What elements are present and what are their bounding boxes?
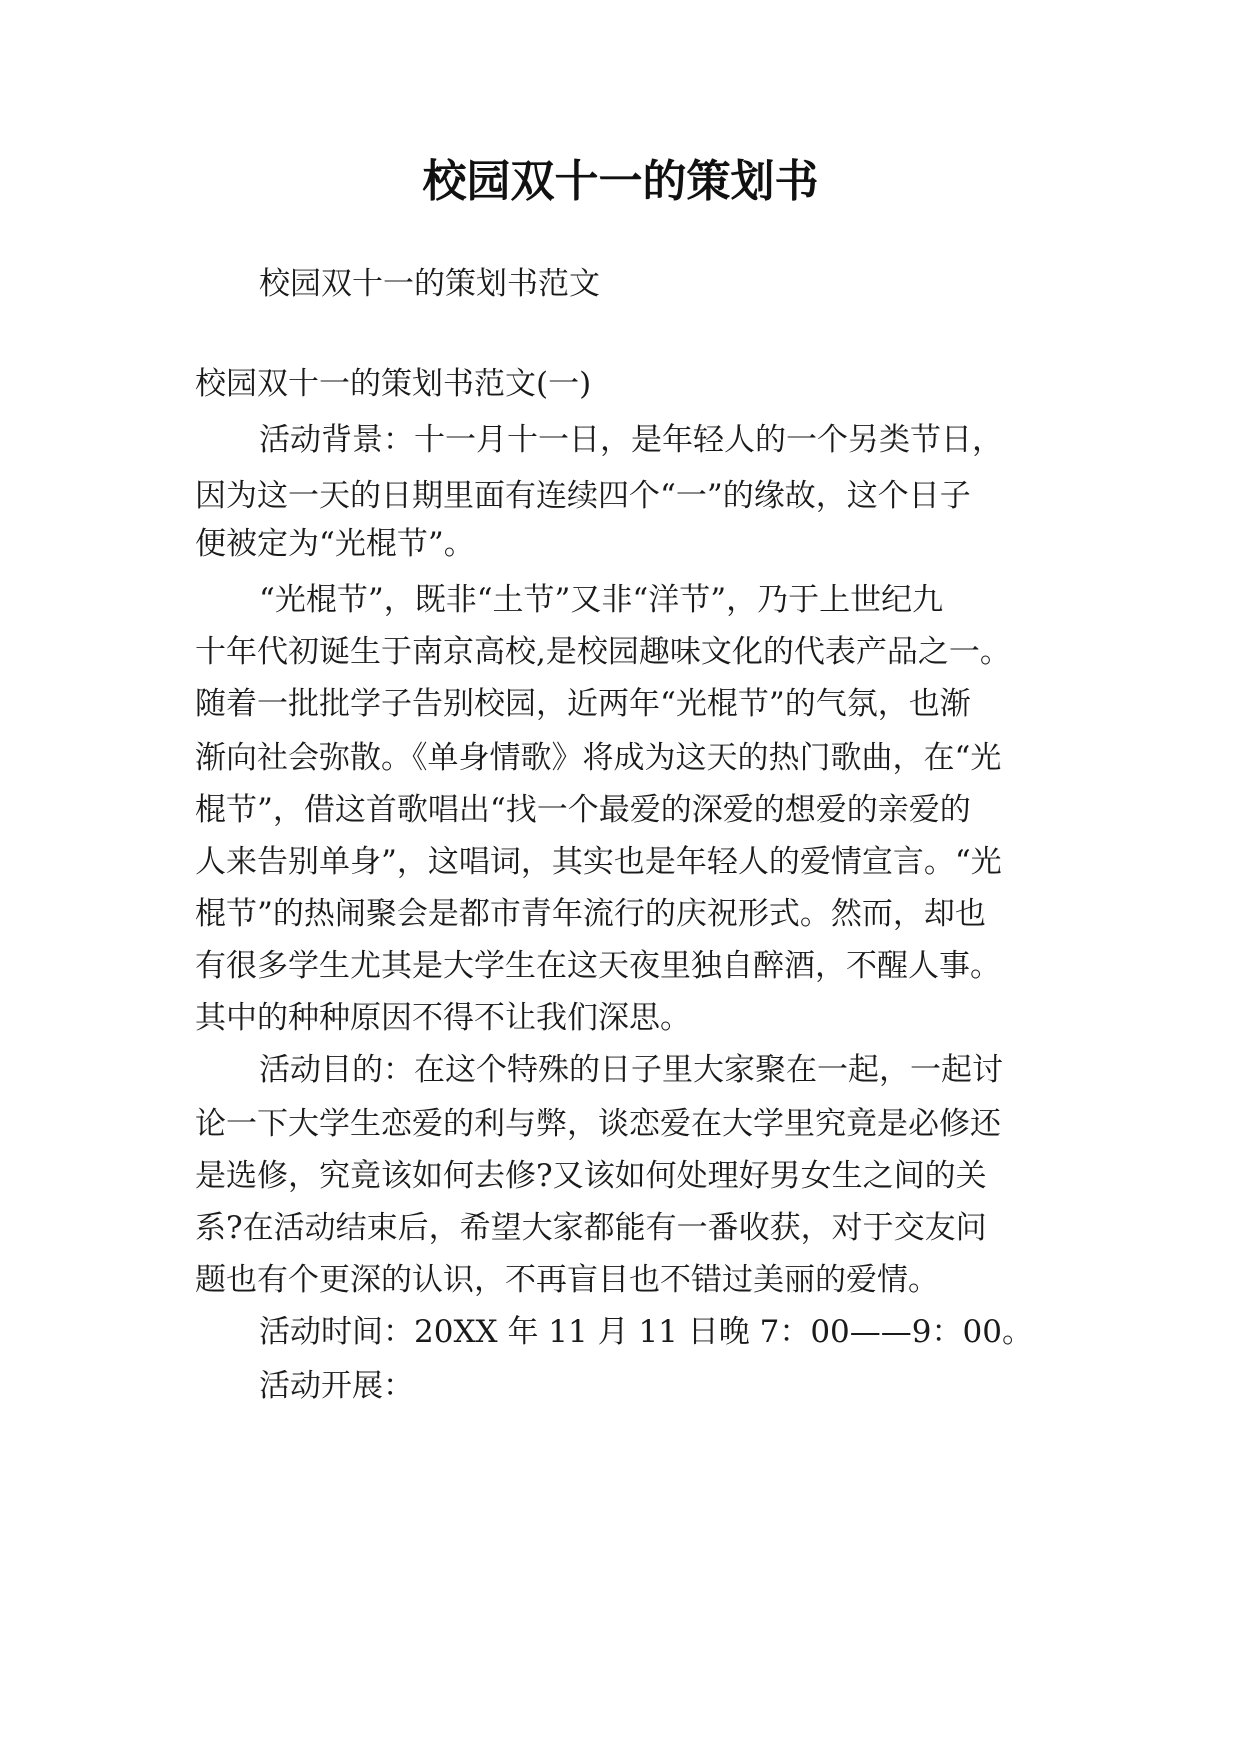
paragraph-line: 十年代初诞生于南京高校,是校园趣味文化的代表产品之一。 [195,634,1011,670]
paragraph-line: 因为这一天的日期里面有连续四个“一”的缘故，这个日子 [195,478,971,514]
paragraph-line: 棍节”的热闹聚会是都市青年流行的庆祝形式。然而，却也 [195,896,986,932]
paragraph-line: 系?在活动结束后，希望大家都能有一番收获，对于交友问 [195,1210,987,1246]
paragraph-line: 随着一批批学子告别校园，近两年“光棍节”的气氛，也渐 [195,686,971,722]
paragraph-line: 论一下大学生恋爱的利与弊，谈恋爱在大学里究竟是必修还 [195,1106,1001,1142]
paragraph-line: 其中的种种原因不得不让我们深思。 [195,1000,691,1036]
paragraph-line: 活动目的：在这个特殊的日子里大家聚在一起，一起讨 [259,1052,1003,1088]
paragraph-line: 棍节”，借这首歌唱出“找一个最爱的深爱的想爱的亲爱的 [195,792,971,828]
paragraph-line: 渐向社会弥散。《单身情歌》将成为这天的热门歌曲，在“光 [195,740,1002,776]
paragraph-line: 便被定为“光棍节”。 [195,526,475,562]
document-subtitle: 校园双十一的策划书范文 [259,266,600,302]
paragraph-line: 有很多学生尤其是大学生在这天夜里独自醉酒，不醒人事。 [195,948,1001,984]
paragraph-line: 题也有个更深的认识，不再盲目也不错过美丽的爱情。 [195,1262,939,1298]
paragraph-line: 人来告别单身”，这唱词，其实也是年轻人的爱情宣言。“光 [195,844,1002,880]
paragraph-line: “光棍节”，既非“土节”又非“洋节”，乃于上世纪九 [259,582,944,618]
paragraph-line: 活动时间：20XX 年 11 月 11 日晚 7：00——9：00。 [259,1314,1033,1350]
paragraph-line: 活动开展： [259,1368,414,1404]
paragraph-line: 是选修，究竟该如何去修?又该如何处理好男女生之间的关 [195,1158,987,1194]
paragraph-line: 活动背景：十一月十一日，是年轻人的一个另类节日， [259,422,1003,458]
document-title: 校园双十一的策划书 [422,156,819,207]
section-heading: 校园双十一的策划书范文(一) [195,366,592,402]
